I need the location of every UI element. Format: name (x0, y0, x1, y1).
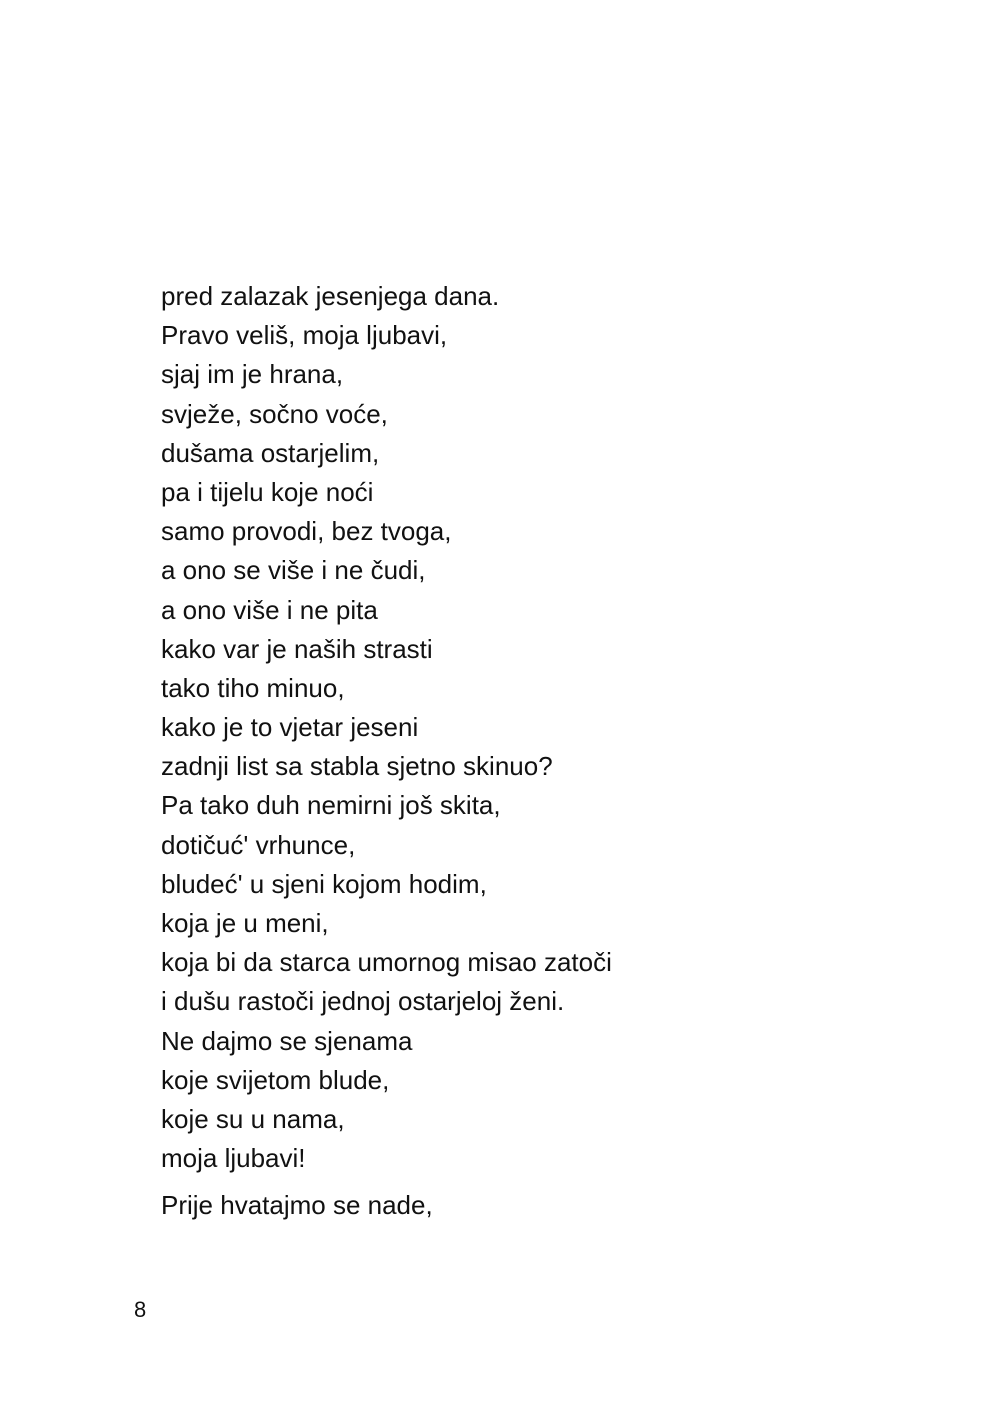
poem-last-line: Prije hvatajmo se nade, (161, 1190, 433, 1221)
poem-line: i dušu rastoči jednoj ostarjeloj ženi. (161, 986, 565, 1017)
poem-line: koje su u nama, (161, 1103, 345, 1134)
poem-line: Ne dajmo se sjenama (161, 1025, 413, 1056)
poem-line: pred zalazak jesenjega dana. (161, 281, 500, 311)
poem-line: koje svijetom blude, (161, 1064, 390, 1095)
poem-line: svježe, sočno voće, (161, 398, 388, 429)
poem-line: sjaj im je hrana, (161, 359, 344, 390)
poem-line: koja je u meni, (161, 908, 329, 938)
poem-line: kako var je naših strasti (161, 633, 433, 664)
poem-line: tako tiho minuo, (161, 672, 345, 703)
poem-text (161, 277, 861, 1226)
poem-line: moja ljubavi! (161, 1143, 306, 1174)
poem-line: Pravo veliš, moja ljubavi, (161, 320, 448, 351)
poem-line: a ono više i ne pita (161, 594, 378, 625)
poem-line: bludeć' u sjeni kojom hodim, (161, 868, 487, 899)
poem-line: zadnji list sa stabla sjetno skinuo? (161, 751, 553, 782)
poem-line: kako je to vjetar jeseni (161, 712, 419, 743)
poem-line: koja bi da starca umornog misao zatoči (161, 947, 612, 978)
poem-line: samo provodi, bez tvoga, (161, 516, 452, 547)
poem-line: dotičuć' vrhunce, (161, 829, 356, 860)
poem-line: dušama ostarjelim, (161, 437, 380, 468)
poem-line: Pa tako duh nemirni još skita, (161, 790, 501, 821)
poem-line: pa i tijelu koje noći (161, 476, 374, 507)
page-number: 8 (134, 1297, 147, 1322)
poem-line: a ono se više i ne čudi, (161, 555, 426, 586)
